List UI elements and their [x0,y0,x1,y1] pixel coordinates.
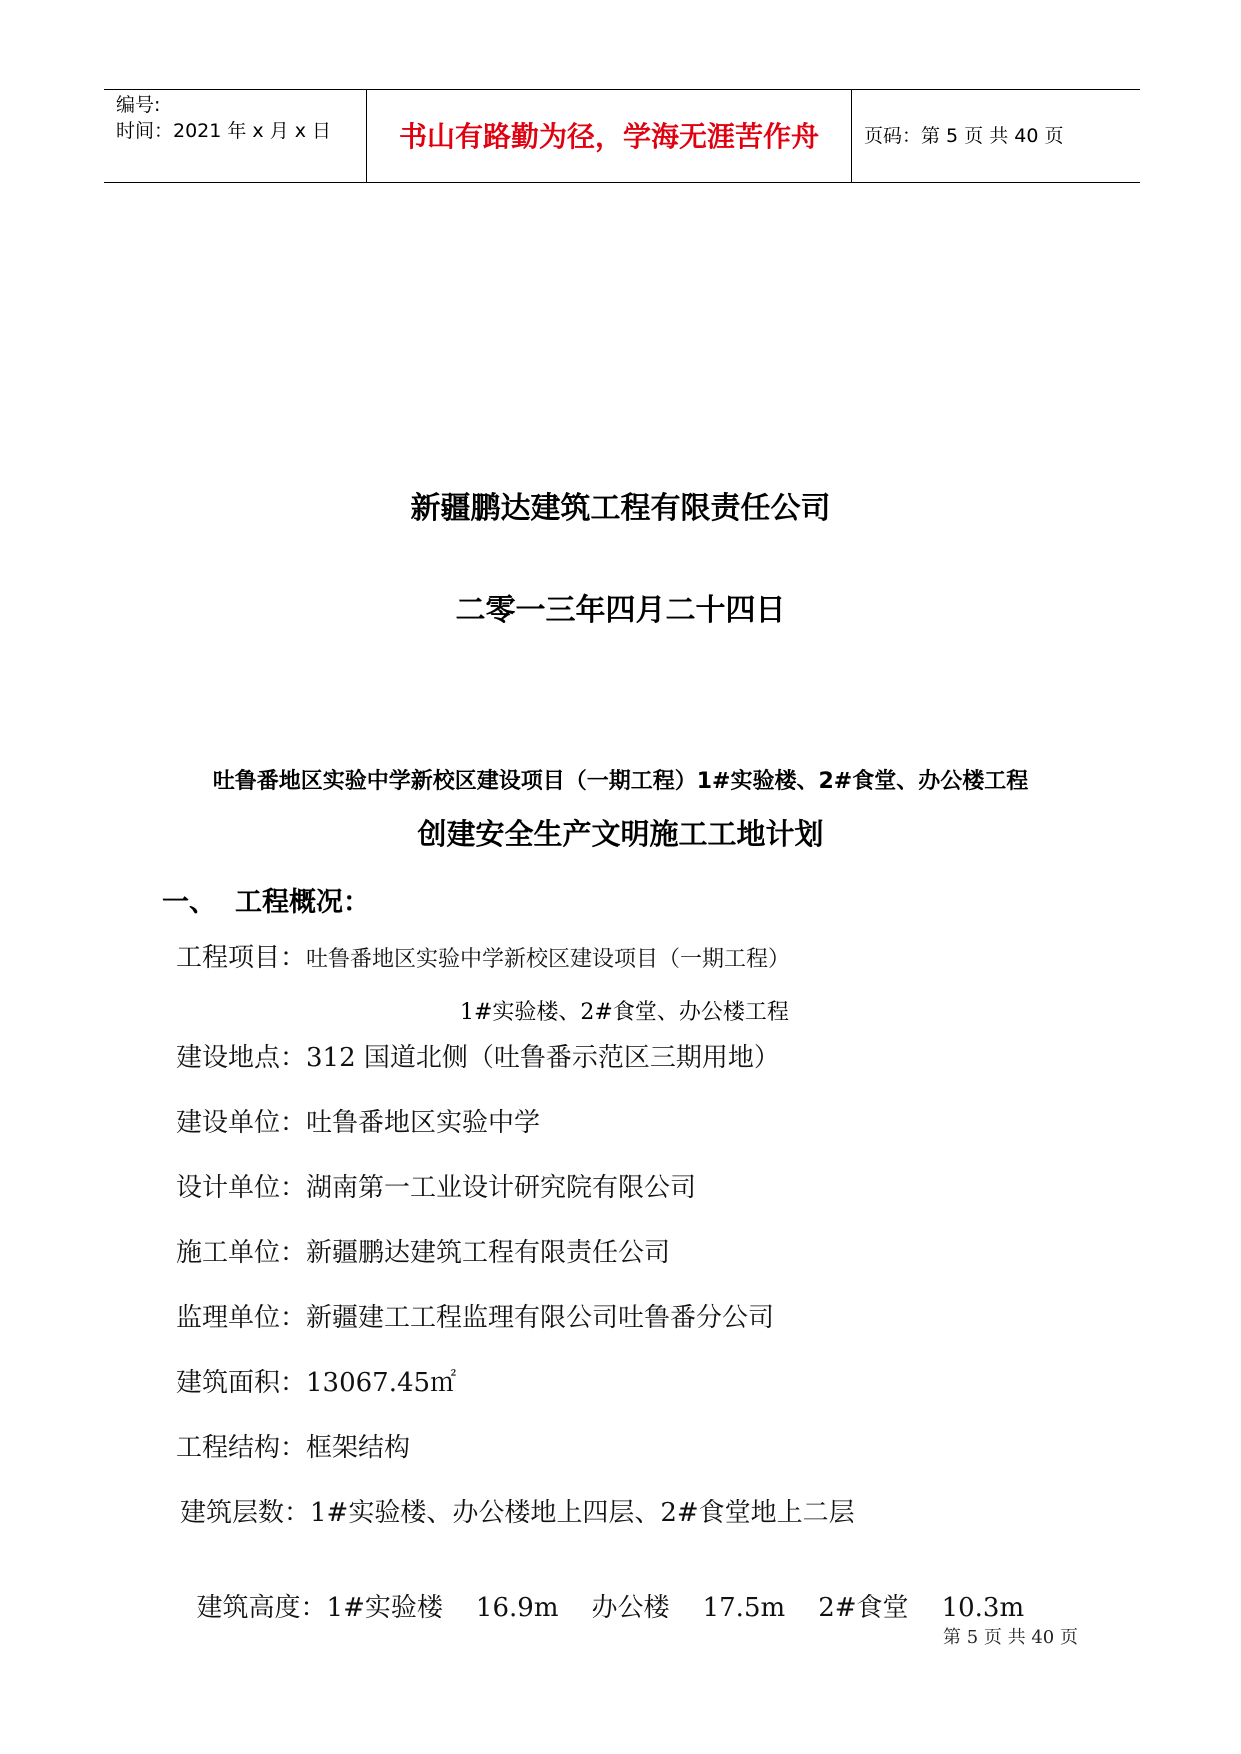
overview-label: 建筑面积： [176,1368,307,1398]
overview-value: 吐鲁番地区实验中学 [306,1108,541,1138]
serial-label: 编号: [116,94,161,116]
overview-row-contractor [176,1232,670,1269]
overview-label: 工程项目： [176,943,307,973]
section-title: 工程概况： [235,887,370,918]
overview-label: 建设地点： [176,1043,307,1073]
overview-value: 新疆建工工程监理有限公司吐鲁番分公司 [306,1303,775,1333]
header-table [104,89,1140,183]
overview-value: 吐鲁番地区实验中学新校区建设项目（一期工程） [306,947,791,972]
document-title: 创建安全生产文明施工工地计划 [417,817,824,851]
time-label: 时间：2021 年 x 月 x 日 [116,120,332,142]
overview-label: 监理单位： [176,1303,307,1333]
overview-project-continuation: 1#实验楼、2#食堂、办公楼工程 [460,1000,789,1025]
overview-value: 新疆鹏达建筑工程有限责任公司 [306,1238,671,1268]
overview-label: 设计单位： [176,1173,307,1203]
section-heading [162,880,370,919]
page-code: 页码：第 5 页 共 40 页 [864,125,1064,147]
overview-value: 框架结构 [306,1433,411,1463]
company-name: 新疆鹏达建筑工程有限责任公司 [410,491,831,526]
project-title: 吐鲁番地区实验中学新校区建设项目（一期工程）1#实验楼、2#食堂、办公楼工程 [212,769,1029,794]
cover-date: 二零一三年四月二十四日 [455,593,786,628]
header-page-cell [852,90,1140,182]
overview-row-designer [176,1167,696,1204]
overview-row-project [176,937,790,974]
overview-row-location [176,1037,780,1074]
overview-row-area [176,1362,456,1399]
overview-label: 建筑高度： [196,1593,327,1623]
overview-row-floors [180,1492,855,1529]
page-footer: 第 5 页 共 40 页 [943,1627,1078,1648]
overview-value: 312 国道北侧（吐鲁番示范区三期用地） [306,1043,780,1073]
overview-value: 1#实验楼 16.9m 办公楼 17.5m 2#食堂 10.3m [326,1593,1025,1623]
overview-row-height [180,1557,1024,1624]
overview-value: 湖南第一工业设计研究院有限公司 [306,1173,697,1203]
overview-label: 建设单位： [176,1108,307,1138]
overview-label: 施工单位： [176,1238,307,1268]
overview-row-structure [176,1427,410,1464]
section-number: 一、 [162,887,216,918]
overview-row-owner [176,1102,540,1139]
header-motto-cell [367,90,852,182]
header-info-cell [104,90,367,182]
overview-row-supervisor [176,1297,774,1334]
overview-label: 建筑层数： [180,1498,311,1528]
overview-value: 13067.45㎡ [306,1368,457,1398]
overview-value: 1#实验楼、办公楼地上四层、2#食堂地上二层 [310,1498,855,1528]
overview-label: 工程结构： [176,1433,307,1463]
motto-text: 书山有路勤为径，学海无涯苦作舟 [398,120,819,153]
